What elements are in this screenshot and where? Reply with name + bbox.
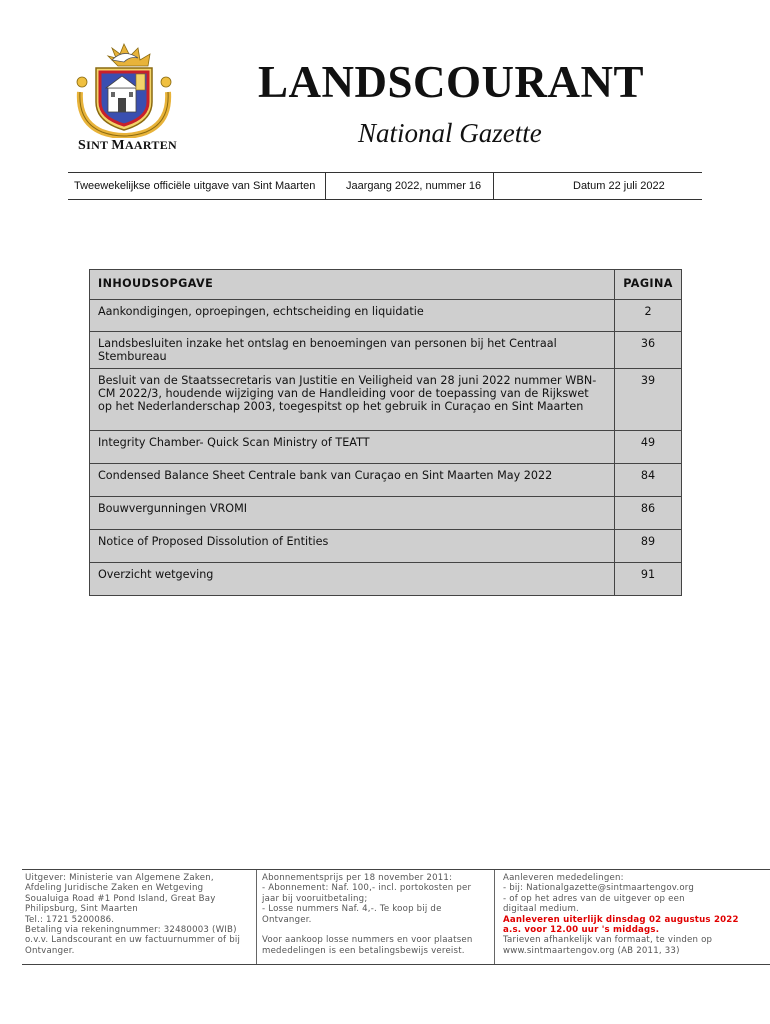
- gazette-title: LANDSCOURANT: [258, 57, 645, 107]
- submission-instructions: Aanleveren mededelingen: - bij: Nationalgazette@sintmaartengov.org - of op het adres van de uitgever op een digitaal medium.: [503, 873, 695, 915]
- divider: [256, 870, 257, 964]
- toc-entry-title: Condensed Balance Sheet Centrale bank van Curaçao en Sint Maarten May 2022: [90, 464, 615, 497]
- issue-info-bar: [68, 172, 702, 200]
- table-row: [90, 464, 682, 497]
- table-row: [90, 332, 682, 369]
- gazette-subtitle: National Gazette: [358, 118, 542, 148]
- toc-entry-title: Integrity Chamber- Quick Scan Ministry of TEATT: [90, 431, 615, 464]
- toc-header-page: PAGINA: [615, 270, 682, 300]
- table-row: [90, 497, 682, 530]
- toc-entry-page: 86: [615, 497, 682, 530]
- publisher-info: Uitgever: Ministerie van Algemene Zaken, Afdeling Juridische Zaken en Wetgeving Soualuiga Road #1 Pond Island, Great Bay Philipsburg, Sint Maarten Tel.: 1721 5200086. Betaling via rekeningnummer: 32480003 (WIB) o.v.v. Landscourant en uw factuurnummer of bij Ontvanger.: [25, 873, 241, 956]
- toc-header-label: INHOUDSOPGAVE: [90, 270, 615, 300]
- table-row: [90, 369, 682, 431]
- table-row: [90, 431, 682, 464]
- submission-deadline: Aanleveren uiterlijk dinsdag 02 augustus 2022 a.s. voor 12.00 uur 's middags.: [503, 914, 739, 936]
- divider: [494, 870, 495, 964]
- toc-entry-page: 89: [615, 530, 682, 563]
- toc-entry-page: 2: [615, 300, 682, 332]
- coat-of-arms-icon: [72, 42, 176, 138]
- toc-entry-page: 91: [615, 563, 682, 596]
- table-row: [90, 563, 682, 596]
- table-of-contents: [89, 269, 682, 596]
- toc-entry-title: Aankondigingen, oproepingen, echtscheiding en liquidatie: [90, 300, 615, 332]
- toc-entry-title: Besluit van de Staatssecretaris van Justitie en Veiligheid van 28 juni 2022 nummer WBN-CM 2022/3, houdende wijziging van de Handleiding voor de toepassing van de Rijkswet op het Nederlanderschap 2003, toegespitst op het gebruik in Curaçao en Sint Maarten: [90, 369, 615, 431]
- publication-frequency: Tweewekelijkse officiële uitgave van Sint Maarten: [74, 180, 316, 192]
- toc-header-row: [90, 270, 682, 300]
- divider: [325, 173, 326, 199]
- table-row: [90, 530, 682, 563]
- toc-entry-page: 36: [615, 332, 682, 369]
- toc-entry-page: 39: [615, 369, 682, 431]
- toc-entry-title: Notice of Proposed Dissolution of Entities: [90, 530, 615, 563]
- submission-info: [503, 873, 770, 956]
- table-row: [90, 300, 682, 332]
- country-label: SINT MAARTEN: [78, 138, 177, 153]
- toc-entry-title: Landsbesluiten inzake het ontslag en benoemingen van personen bij het Centraal Stembureau: [90, 332, 615, 369]
- colophon-footer: [22, 869, 770, 965]
- tariff-info: Tarieven afhankelijk van formaat, te vinden op www.sintmaartengov.org (AB 2011, 33): [503, 935, 713, 956]
- issue-date: Datum 22 juli 2022: [573, 180, 665, 192]
- toc-entry-title: Overzicht wetgeving: [90, 563, 615, 596]
- toc-entry-page: 84: [615, 464, 682, 497]
- divider: [493, 173, 494, 199]
- toc-entry-title: Bouwvergunningen VROMI: [90, 497, 615, 530]
- subscription-info: Abonnementsprijs per 18 november 2011: - Abonnement: Naf. 100,- incl. portokosten per jaar bij vooruitbetaling; - Losse nummers Naf. 4,-. Te koop bij de Ontvanger. Voor aankoop losse nummers en voor plaatsen mededelingen is een betalingsbewijs vereist.: [262, 873, 473, 956]
- volume-number: Jaargang 2022, nummer 16: [346, 180, 482, 192]
- toc-entry-page: 49: [615, 431, 682, 464]
